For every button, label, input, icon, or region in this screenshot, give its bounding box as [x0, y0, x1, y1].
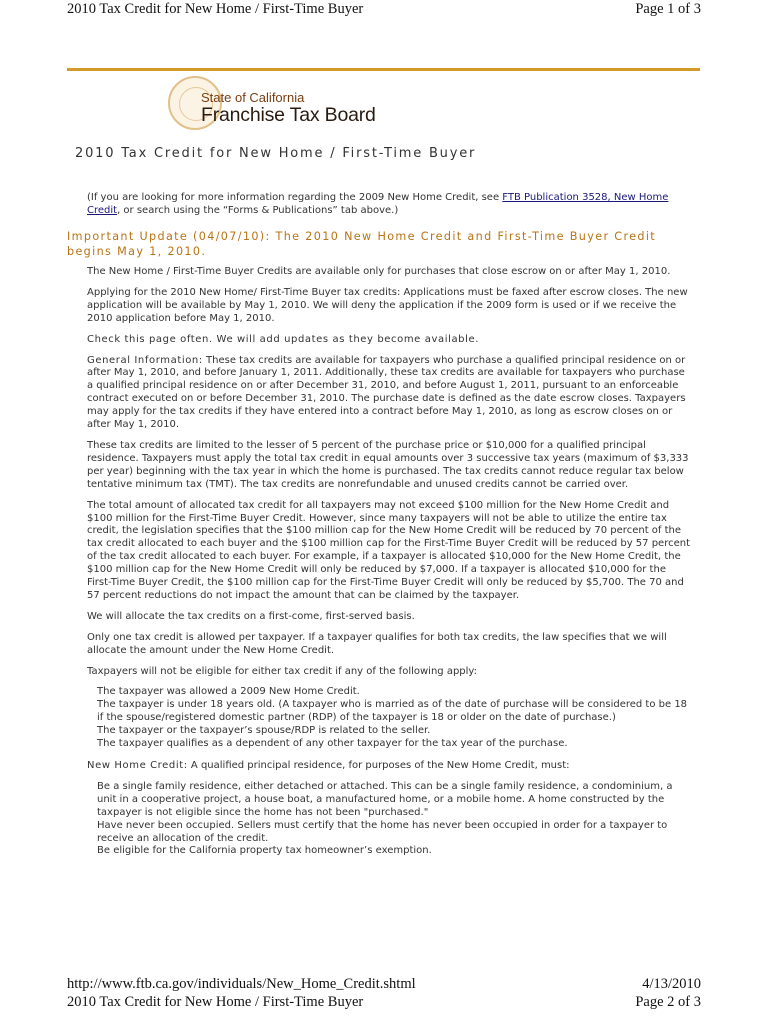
ftb-publication-link[interactable]: FTB Publication 3528, New Home Credit — [87, 192, 669, 216]
list-item: The taxpayer is under 18 years old. (A taxpayer who is married as of the date of purchase will be considered to be 18 if the spouse/registered domestic partner (RDP) of the taxpayer is 18 or older on the date of purchase.) — [97, 699, 688, 724]
logo-state-text: State of California — [201, 90, 305, 105]
intro-after: , or search using the “Forms & Publications” tab above.) — [117, 204, 399, 216]
new-home-credit-label: New Home Credit: — [87, 760, 188, 771]
main-content — [87, 266, 693, 867]
intro-note — [87, 192, 682, 217]
next-header-title: 2010 Tax Credit for New Home / First-Time Buyer — [67, 994, 364, 1010]
residence-requirements-list — [97, 781, 693, 858]
header-rule — [67, 68, 700, 71]
page-title: 2010 Tax Credit for New Home / First-Time Buyer — [75, 146, 477, 161]
paragraph-applying: Applying for the 2010 New Home/ First-Time Buyer tax credits: Applications must be faxed after escrow closes. The new application will be available by May 1, 2010. We will deny the application if the 2009 form is used or if we receive the 2010 application before May 1, 2010. — [87, 286, 688, 324]
paragraph-one-credit: Only one tax credit is allowed per taxpayer. If a taxpayer qualifies for both tax credits, the law specifies that we will allocate the amount under the New Home Credit. — [87, 631, 667, 656]
print-header-page: Page 1 of 3 — [635, 1, 701, 17]
next-header-page: Page 2 of 3 — [635, 994, 701, 1010]
new-home-credit-text: A qualified principal residence, for purposes of the New Home Credit, must: — [187, 760, 570, 771]
paragraph-first-come: We will allocate the tax credits on a first-come, first-served basis. — [87, 610, 415, 622]
print-header-next — [67, 994, 701, 1011]
list-item: Be eligible for the California property tax homeowner’s exemption. — [97, 845, 432, 857]
paragraph-escrow: The New Home / First-Time Buyer Credits are available only for purchases that close escrow on or after May 1, 2010. — [87, 266, 671, 277]
list-item: The taxpayer or the taxpayer’s spouse/RDP is related to the seller. — [97, 725, 431, 737]
footer-url: http://www.ftb.ca.gov/individuals/New_Home_Credit.shtml — [67, 976, 416, 992]
print-header — [0, 0, 768, 22]
paragraph-general-info — [87, 355, 693, 432]
paragraph-check-often: Check this page often. We will add updates as they become available. — [87, 333, 480, 345]
important-update-heading: Important Update (04/07/10): The 2010 New Home Credit and First-Time Buyer Credit begins May 1, 2010. — [67, 230, 657, 258]
intro-before: (If you are looking for more information regarding the 2009 New Home Credit, see — [87, 192, 503, 203]
list-item: The taxpayer was allowed a 2009 New Home Credit. — [97, 686, 360, 698]
paragraph-ineligible-intro: Taxpayers will not be eligible for either tax credit if any of the following apply: — [87, 665, 477, 677]
footer-date: 4/13/2010 — [642, 976, 701, 992]
list-item: Be a single family residence, either detached or attached. This can be a single family residence, a condominium, a unit in a cooperative project, a house boat, a manufactured home, or a mobile home. A home constructed by the taxpayer is not eligible since the home has not been "purchased." — [97, 780, 673, 818]
paragraph-new-home-credit — [87, 760, 693, 773]
ftb-logo[interactable] — [168, 76, 428, 132]
general-info-text: These tax credits are available for taxpayers who purchase a qualified principal residence on or after May 1, 2010, and before January 1, 2011. Additionally, these tax credits are available for taxpayers who purchase a qualified principal residence on or after December 31, 2010, and before August 1, 2011, pursuant to an enforceable contract executed on or before December 31, 2010. The purchase date is defined as the date escrow closes. Taxpayers may apply for the tax credits if they have entered into a contract before May 1, 2010, as long as escrow closes on or after May 1, 2010. — [87, 354, 686, 431]
list-item: Have never been occupied. Sellers must certify that the home has never been occupied in order for a taxpayer to receive an allocation of the credit. — [97, 819, 668, 844]
paragraph-limits: These tax credits are limited to the lesser of 5 percent of the purchase price or $10,000 for a qualified principal residence. Taxpayers must apply the total tax credit in equal amounts over 3 successive tax years (maximum of $3,333 per year) beginning with the tax year in which the home is purchased. The tax credits cannot reduce regular tax below tentative minimum tax (TMT). The tax credits are nonrefundable and unused credits cannot be carried over. — [87, 439, 689, 490]
print-footer — [67, 976, 701, 993]
logo-agency-text: Franchise Tax Board — [201, 104, 376, 126]
print-header-title: 2010 Tax Credit for New Home / First-Time Buyer — [67, 1, 364, 17]
general-info-label: General Information: — [87, 354, 203, 366]
paragraph-allocation-cap: The total amount of allocated tax credit for all taxpayers may not exceed $100 million for the New Home Credit and $100 million for the First-Time Buyer Credit. However, since many taxpayers will not be able to utilize the entire tax credit, the legislation specifies that the $100 million cap for the New Home Credit will be reduced by 70 percent of the tax credit allocated to each buyer and the $100 million cap for the First-Time Buyer Credit will be reduced by 57 percent of the tax credit allocated to each buyer. For example, if a taxpayer is allocated $10,000 for the New Home Credit, the $100 million cap for the New Home Credit will only be reduced by $7,000. If a taxpayer is allocated $10,000 for the First-Time Buyer Credit, the $100 million cap for the First-Time Buyer Credit will only be reduced by $5,700. The 70 and 57 percent reductions do not impact the amount that can be claimed by the taxpayer. — [87, 499, 690, 601]
ineligible-list — [97, 686, 693, 751]
list-item: The taxpayer qualifies as a dependent of any other taxpayer for the tax year of the purchase. — [97, 738, 568, 750]
